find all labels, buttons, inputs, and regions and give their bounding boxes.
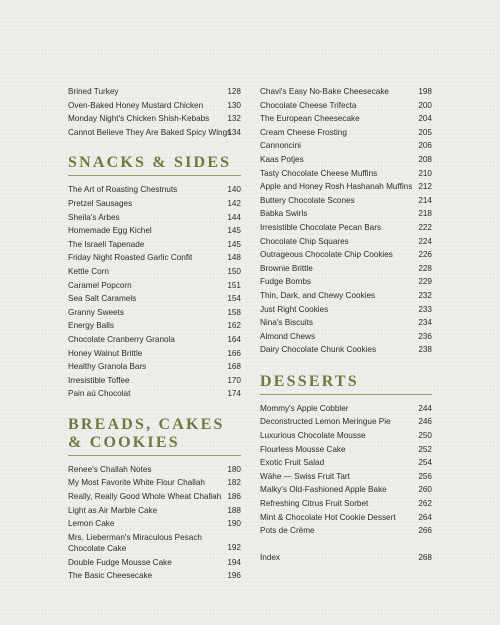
toc-entry-title: Granny Sweets bbox=[68, 307, 124, 317]
toc-entry-title: Index bbox=[260, 552, 281, 562]
toc-entry-title: Thin, Dark, and Chewy Cookies bbox=[260, 290, 376, 300]
toc-entry bbox=[68, 556, 241, 570]
section-breads-cakes-cookies bbox=[68, 416, 241, 583]
toc-entry bbox=[68, 197, 241, 211]
toc-entry-page: 226 bbox=[418, 250, 432, 260]
toc-entry-page: 132 bbox=[227, 114, 241, 124]
section-desserts bbox=[260, 373, 432, 538]
toc-entry-title: The Basic Cheesecake bbox=[68, 571, 153, 581]
toc-entry bbox=[260, 289, 432, 303]
toc-entry-page: 250 bbox=[418, 431, 432, 441]
toc-entry-page: 151 bbox=[227, 280, 241, 290]
toc-entry bbox=[260, 470, 432, 484]
toc-entry-page: 145 bbox=[227, 226, 241, 236]
toc-entry bbox=[68, 569, 241, 583]
toc-entry-page: 206 bbox=[418, 141, 432, 151]
toc-entry-title: Almond Chews bbox=[260, 331, 316, 341]
toc-entry-title: Homemade Egg Kichel bbox=[68, 226, 152, 236]
section-heading-desserts: DESSERTS bbox=[260, 372, 359, 390]
toc-entry bbox=[260, 180, 432, 194]
toc-entry-title: Fudge Bombs bbox=[260, 277, 311, 287]
toc-entry-page: 256 bbox=[418, 471, 432, 481]
toc-entry bbox=[68, 211, 241, 225]
toc-entry-page: 196 bbox=[227, 571, 241, 581]
toc-entry bbox=[68, 292, 241, 306]
toc-entry bbox=[260, 443, 432, 457]
toc-entry bbox=[260, 415, 432, 429]
toc-entry bbox=[68, 112, 241, 126]
toc-entry bbox=[68, 126, 241, 140]
toc-entry-page: 222 bbox=[418, 222, 432, 232]
toc-entry bbox=[68, 463, 241, 477]
toc-entry-title: Honey Walnut Brittle bbox=[68, 348, 143, 358]
toc-entry-page: 233 bbox=[418, 304, 432, 314]
toc-entry-page: 262 bbox=[418, 499, 432, 509]
toc-list-snacks bbox=[68, 183, 241, 401]
toc-entry-page: 208 bbox=[418, 154, 432, 164]
toc-entry-title: Irresistible Chocolate Pecan Bars bbox=[260, 222, 382, 232]
toc-entry-page: 148 bbox=[227, 253, 241, 263]
toc-entry-title: Double Fudge Mousse Cake bbox=[68, 557, 172, 567]
toc-entry-page: 260 bbox=[418, 485, 432, 495]
toc-entry-title: Malky's Old-Fashioned Apple Bake bbox=[260, 485, 387, 495]
toc-entry-title: Pots de Crème bbox=[260, 526, 315, 536]
toc-entry-title: Sheila's Arbes bbox=[68, 212, 120, 222]
toc-entry-title: The Art of Roasting Chestnuts bbox=[68, 185, 178, 195]
toc-entry-page: 150 bbox=[227, 266, 241, 276]
toc-entry bbox=[260, 85, 432, 99]
toc-entry-title: Healthy Granola Bars bbox=[68, 362, 147, 372]
toc-entry bbox=[260, 112, 432, 126]
toc-entry-page: 194 bbox=[227, 557, 241, 567]
toc-entry-page: 264 bbox=[418, 512, 432, 522]
toc-entry-title: The European Cheesecake bbox=[260, 114, 360, 124]
toc-entry-page: 212 bbox=[418, 182, 432, 192]
toc-entry-page: 174 bbox=[227, 389, 241, 399]
toc-entry-title: Deconstructed Lemon Meringue Pie bbox=[260, 417, 391, 427]
toc-entry-title: Renee's Challah Notes bbox=[68, 464, 152, 474]
toc-entry bbox=[260, 429, 432, 443]
toc-entry-page: 128 bbox=[227, 87, 241, 96]
toc-entry bbox=[260, 207, 432, 221]
toc-entry-title: Kettle Corn bbox=[68, 266, 109, 276]
toc-entry bbox=[68, 238, 241, 252]
toc-entry bbox=[68, 279, 241, 293]
toc-entry-title: Tasty Chocolate Cheese Muffins bbox=[260, 168, 378, 178]
toc-entry-page: 210 bbox=[418, 168, 432, 178]
toc-entry bbox=[260, 343, 432, 357]
toc-entry-page: 154 bbox=[227, 294, 241, 304]
toc-entry-page: 228 bbox=[418, 263, 432, 273]
toc-entry-page: 134 bbox=[227, 127, 241, 137]
toc-entry bbox=[260, 402, 432, 416]
toc-entry-title: Mint & Chocolate Hot Cookie Dessert bbox=[260, 512, 396, 522]
section-heading-snacks-sides: SNACKS & SIDES bbox=[68, 154, 232, 172]
right-column bbox=[260, 85, 432, 564]
toc-entry-title: The Israeli Tapenade bbox=[68, 239, 145, 249]
toc-entry bbox=[68, 265, 241, 279]
toc-entry-page: 268 bbox=[418, 552, 432, 562]
toc-entry bbox=[68, 531, 241, 555]
toc-entry-page: 205 bbox=[418, 127, 432, 137]
toc-entry-page: 204 bbox=[418, 114, 432, 124]
section-snacks-sides bbox=[68, 154, 241, 401]
toc-entry-title: Cannoncini bbox=[260, 141, 301, 151]
toc-entry-page: 192 bbox=[227, 543, 241, 553]
toc-entry-title: Irresistible Toffee bbox=[68, 375, 130, 385]
toc-entry-page: 224 bbox=[418, 236, 432, 246]
toc-entry bbox=[68, 99, 241, 113]
toc-entry-page: 234 bbox=[418, 318, 432, 328]
toc-entry bbox=[68, 347, 241, 361]
toc-entry bbox=[68, 504, 241, 518]
toc-entry-page: 180 bbox=[227, 464, 241, 474]
toc-entry-title: Energy Balls bbox=[68, 321, 114, 331]
toc-entry-page: 218 bbox=[418, 209, 432, 219]
toc-entry-page: 140 bbox=[227, 185, 241, 195]
toc-entry-page: 236 bbox=[418, 331, 432, 341]
toc-entry bbox=[260, 497, 432, 511]
toc-entry bbox=[68, 251, 241, 265]
toc-entry bbox=[260, 194, 432, 208]
toc-entry-page: 254 bbox=[418, 458, 432, 468]
toc-entry-title: Nina's Biscuits bbox=[260, 318, 313, 328]
toc-entry bbox=[260, 153, 432, 167]
toc-entry-page: 200 bbox=[418, 100, 432, 110]
toc-entry-title: Exotic Fruit Salad bbox=[260, 458, 325, 468]
toc-entry-title: Refreshing Citrus Fruit Sorbet bbox=[260, 499, 369, 509]
toc-entry-title: Mommy's Apple Cobbler bbox=[260, 403, 349, 413]
toc-entry-page: 198 bbox=[418, 87, 432, 96]
toc-entry-title: Cream Cheese Frosting bbox=[260, 127, 347, 137]
toc-entry-page: 190 bbox=[227, 519, 241, 529]
toc-entry-title: Lemon Cake bbox=[68, 519, 115, 529]
toc-entry-page: 182 bbox=[227, 478, 241, 488]
left-column bbox=[68, 85, 241, 583]
toc-entry bbox=[260, 524, 432, 538]
toc-entry-title: Caramel Popcorn bbox=[68, 280, 132, 290]
heading-line-2: & COOKIES bbox=[68, 433, 180, 451]
toc-entry-title: Light as Air Marble Cake bbox=[68, 505, 158, 515]
toc-entry-page: 162 bbox=[227, 321, 241, 331]
heading-rule bbox=[260, 394, 432, 395]
toc-entry-title: Monday Night's Chicken Shish-Kebabs bbox=[68, 114, 210, 124]
toc-entry-title: Buttery Chocolate Scones bbox=[260, 195, 355, 205]
toc-entry-page: 238 bbox=[418, 345, 432, 355]
toc-entry-title: Outrageous Chocolate Chip Cookies bbox=[260, 250, 393, 260]
toc-entry-title: Just Right Cookies bbox=[260, 304, 329, 314]
toc-entry-page: 168 bbox=[227, 362, 241, 372]
toc-entry-page: 142 bbox=[227, 198, 241, 208]
toc-entry-title: Apple and Honey Rosh Hashanah Muffins bbox=[260, 182, 413, 192]
toc-entry-title: Cannot Believe They Are Baked Spicy Wings bbox=[68, 127, 232, 137]
toc-entry-title: Chocolate Chip Squares bbox=[260, 236, 349, 246]
toc-list-cookies bbox=[260, 85, 432, 357]
toc-entry-page: 252 bbox=[418, 444, 432, 454]
toc-entry bbox=[260, 303, 432, 317]
toc-entry-title: Chavi's Easy No-Bake Cheesecake bbox=[260, 87, 389, 96]
toc-entry-page: 166 bbox=[227, 348, 241, 358]
heading-line-1: BREADS, CAKES bbox=[68, 415, 225, 433]
toc-entry bbox=[260, 139, 432, 153]
toc-entry bbox=[68, 183, 241, 197]
toc-entry-title: Kaas Potjes bbox=[260, 154, 304, 164]
toc-entry bbox=[260, 248, 432, 262]
toc-entry-title: Wähe — Swiss Fruit Tart bbox=[260, 471, 350, 481]
toc-entry-page: 188 bbox=[227, 505, 241, 515]
toc-entry-page: 246 bbox=[418, 417, 432, 427]
toc-entry bbox=[68, 333, 241, 347]
toc-entry-page: 232 bbox=[418, 290, 432, 300]
toc-entry bbox=[260, 511, 432, 525]
toc-entry-title: Pain aú Chocolat bbox=[68, 389, 131, 399]
toc-entry-page: 214 bbox=[418, 195, 432, 205]
toc-entry-page: 170 bbox=[227, 375, 241, 385]
toc-entry bbox=[68, 224, 241, 238]
toc-entry-title: Oven-Baked Honey Mustard Chicken bbox=[68, 100, 204, 110]
toc-entry bbox=[68, 85, 241, 99]
toc-list-desserts bbox=[260, 402, 432, 538]
toc-entry-page: 164 bbox=[227, 334, 241, 344]
toc-entry-page: 186 bbox=[227, 492, 241, 502]
toc-entry bbox=[260, 316, 432, 330]
toc-entry-title: Flourless Mousse Cake bbox=[260, 444, 346, 454]
toc-entry-page: 130 bbox=[227, 100, 241, 110]
toc-entry bbox=[68, 476, 241, 490]
toc-entry bbox=[68, 319, 241, 333]
toc-entry bbox=[68, 360, 241, 374]
toc-entry bbox=[260, 483, 432, 497]
toc-entry-page: 266 bbox=[418, 526, 432, 536]
toc-entry-title: Sea Salt Caramels bbox=[68, 294, 137, 304]
toc-entry-title: Friday Night Roasted Garlic Confit bbox=[68, 253, 193, 263]
toc-entry bbox=[68, 490, 241, 504]
toc-entry-title: Pretzel Sausages bbox=[68, 198, 133, 208]
section-heading-breads-cakes-cookies bbox=[68, 416, 241, 452]
toc-entry bbox=[260, 99, 432, 113]
toc-entry-title: Brined Turkey bbox=[68, 87, 119, 96]
toc-entry bbox=[260, 126, 432, 140]
toc-entry bbox=[260, 167, 432, 181]
heading-rule bbox=[68, 455, 241, 456]
toc-entry bbox=[260, 235, 432, 249]
toc-entry-title: Chocolate Cheese Trifecta bbox=[260, 100, 357, 110]
toc-entry-page: 145 bbox=[227, 239, 241, 249]
toc-entry-page: 144 bbox=[227, 212, 241, 222]
toc-entry bbox=[260, 456, 432, 470]
toc-entry bbox=[68, 517, 241, 531]
toc-entry bbox=[68, 306, 241, 320]
toc-entry-page: 229 bbox=[418, 277, 432, 287]
toc-entry bbox=[68, 387, 241, 401]
toc-list-poultry-end bbox=[68, 85, 241, 139]
toc-entry-index bbox=[260, 551, 432, 565]
toc-entry-title: Luxurious Chocolate Mousse bbox=[260, 431, 366, 441]
toc-entry bbox=[260, 275, 432, 289]
toc-entry-title: Chocolate Cranberry Granola bbox=[68, 334, 175, 344]
toc-entry bbox=[260, 330, 432, 344]
toc-entry bbox=[260, 262, 432, 276]
toc-entry-page: 244 bbox=[418, 403, 432, 413]
toc-entry-title: My Most Favorite White Flour Challah bbox=[68, 478, 205, 488]
toc-entry-title: Babka Swirls bbox=[260, 209, 308, 219]
toc-entry-title: Brownie Brittle bbox=[260, 263, 313, 273]
toc-entry-title: Dairy Chocolate Chunk Cookies bbox=[260, 345, 377, 355]
toc-entry bbox=[260, 221, 432, 235]
toc-list-breads bbox=[68, 463, 241, 583]
toc-entry-title: Really, Really Good Whole Wheat Challah bbox=[68, 492, 222, 502]
toc-entry-title: Mrs. Lieberman's Miraculous Pesach Chocolate Cake bbox=[68, 532, 202, 554]
heading-rule bbox=[68, 175, 241, 176]
toc-entry-page: 158 bbox=[227, 307, 241, 317]
toc-entry bbox=[68, 374, 241, 388]
